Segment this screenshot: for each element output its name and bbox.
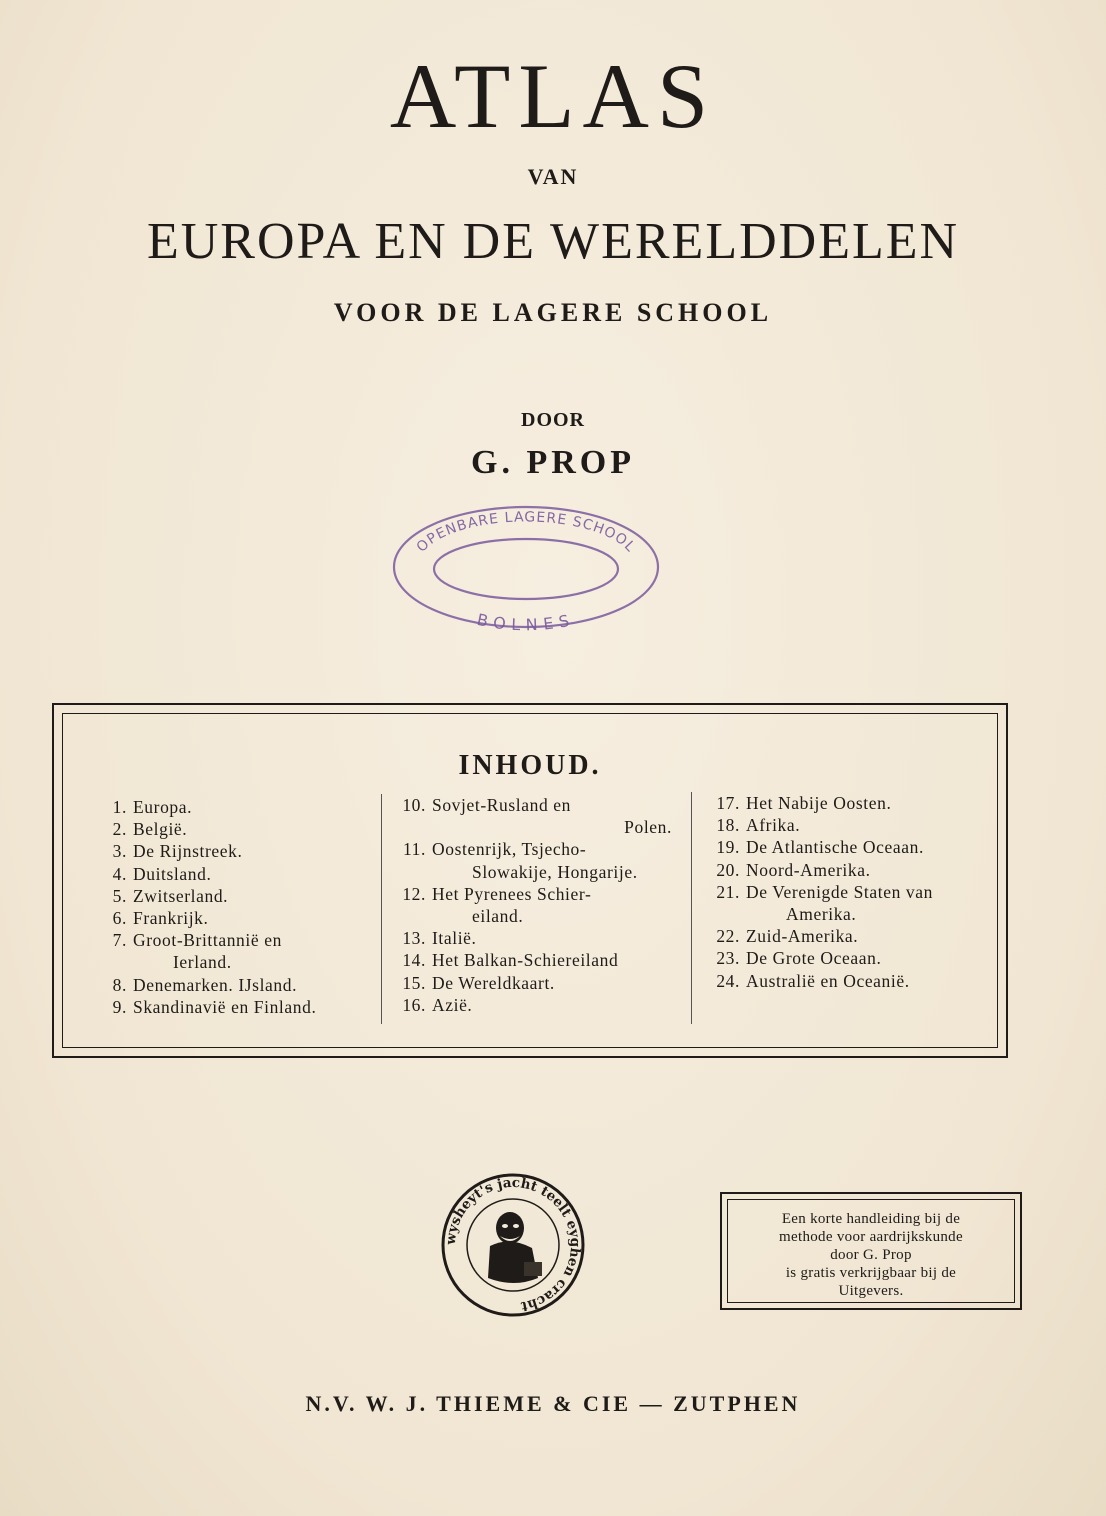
contents-entry [706,836,1006,858]
contents-entry-number: 18. [716,815,740,836]
contents-entry-number: 5. [112,885,127,906]
contents-entry [93,885,383,907]
contents-entry [392,927,702,949]
contents-column-2 [381,794,702,1024]
contents-entry-number: 6. [112,908,127,929]
contents-entry-title [432,794,702,838]
contents-entry-title [432,972,702,994]
contents-entry-number: 14. [402,950,426,971]
contents-entry-title-line: Het Pyrenees Schier- [432,883,592,904]
contents-entry-title-line: Oostenrijk, Tsjecho- [432,839,587,860]
contents-entry-title-line: Het Nabije Oosten. [746,793,892,813]
note-line: Een korte handleiding bij de [781,1211,961,1227]
contents-entry-number: 8. [112,974,127,995]
contents-entry-title-line: Azië. [432,994,473,1015]
contents-entry [93,818,383,840]
contents-entry-title-continuation: eiland. [472,906,524,927]
author-name: G. PROP [471,444,635,481]
contents-entry-title-line: De Grote Oceaan. [746,948,882,969]
school-stamp [380,495,670,640]
contents-entry-title-line: Groot-Brittannië en [133,930,282,951]
contents-entry-title-line: Europa. [133,797,193,817]
contents-inner-frame [62,713,998,1048]
contents-entry-title-line: Sovjet-Rusland en [432,795,572,815]
publisher-imprint: N.V. W. J. THIEME & CIE — ZUTPHEN [305,1391,801,1416]
contents-entry [706,792,1006,814]
contents-entry [392,972,702,994]
contents-entry-title [746,970,1006,992]
note-line: is gratis verkrijgbaar bij de [785,1265,957,1281]
contents-entry-number: 9. [112,996,127,1017]
contents-entry-title-line: De Atlantische Oceaan. [746,837,924,858]
contents-entry-number: 17. [716,793,740,813]
contents-entry-number: 24. [716,970,740,991]
contents-entry-title [432,838,702,882]
contents-entry-number: 3. [112,841,127,862]
door-label: DOOR [521,409,585,431]
contents-entry [93,796,383,818]
contents-entry-number: 4. [112,863,127,884]
contents-entry-number: 2. [112,819,127,840]
contents-entry [93,996,383,1018]
contents-entry-title [133,818,383,840]
contents-entry [392,949,702,971]
contents-entry [706,859,1006,881]
contents-entry-number: 13. [402,928,426,949]
contents-entry [706,947,1006,969]
contents-entry [706,814,1006,836]
contents-entry [93,974,383,996]
contents-entry-title-line: Australië en Oceanië. [746,970,910,991]
contents-entry-title-continuation: Ierland. [173,952,232,973]
contents-entry [93,929,383,973]
contents-entry-number: 23. [716,948,740,969]
svg-text:BOLNES [475,610,576,635]
contents-entry-number: 19. [716,837,740,858]
contents-entry-title [432,927,702,949]
contents-entry-title [133,885,383,907]
handleiding-note-text [727,1199,1015,1303]
contents-entry-title [432,994,702,1016]
publisher-logo-icon [438,1170,588,1320]
contents-entry-title-line: Denemarken. IJsland. [133,974,298,995]
contents-entry-number: 11. [402,839,426,860]
contents-entry [706,881,1006,925]
contents-entry-title [746,947,1006,969]
stamp-bottom-text: BOLNES [475,609,577,635]
contents-entry-title [746,925,1006,947]
contents-entry-title [746,859,1006,881]
contents-entry-number: 12. [402,883,426,904]
contents-column-1 [93,796,383,1018]
handleiding-note-box [720,1192,1022,1310]
page-title: ATLAS [389,45,717,147]
contents-entry-title [133,840,383,862]
contents-entry-title-line: Noord-Amerika. [746,859,871,880]
contents-entry [392,994,702,1016]
note-line: methode voor aardrijkskunde [779,1229,963,1245]
contents-entry-title-line: Het Balkan-Schiereiland [432,950,619,971]
contents-entry-title [133,796,383,818]
contents-column-3 [691,792,1006,1024]
contents-entry-number: 15. [402,972,426,993]
contents-entry [392,794,702,838]
contents-entry [706,970,1006,992]
contents-entry-number: 21. [716,881,740,902]
contents-entry-title-continuation: Amerika. [786,904,857,925]
contents-entry-number: 7. [112,930,127,951]
contents-entry-number: 1. [112,797,127,817]
contents-entry-title [432,949,702,971]
contents-entry-title-line: Skandinavië en Finland. [133,996,317,1017]
contents-entry-title [746,792,1006,814]
contents-entry-title [746,881,1006,925]
contents-entry-title [133,929,383,973]
contents-entry-title-line: Italië. [432,928,477,949]
contents-entry-number: 10. [402,795,426,815]
contents-entry-number: 20. [716,859,740,880]
contents-entry-title-line: Frankrijk. [133,908,209,929]
svg-text:OPENBARE LAGERE SCHOOL [414,509,639,555]
stamp-top-text: OPENBARE LAGERE SCHOOL [413,509,639,556]
contents-entry [392,883,702,927]
contents-entry-title-continuation: Polen. [624,817,672,838]
contents-entry-title-line: België. [133,819,188,840]
contents-entry [93,840,383,862]
contents-entry-title-line: De Verenigde Staten van [746,881,933,902]
contents-entry-title-line: Zuid-Amerika. [746,926,859,947]
contents-entry [392,838,702,882]
contents-entry-title [432,883,702,927]
contents-entry-title [133,863,383,885]
van-label: VAN [527,164,579,189]
contents-entry-title-line: Duitsland. [133,863,212,884]
contents-entry-title [746,836,1006,858]
contents-entry-number: 22. [716,926,740,947]
contents-entry-title-line: Afrika. [746,815,801,836]
contents-entry-title [133,974,383,996]
school-label: VOOR DE LAGERE SCHOOL [333,298,773,327]
contents-entry-title-continuation: Slowakije, Hongarije. [472,861,638,882]
subtitle: EUROPA EN DE WERELDDELEN [146,213,960,270]
contents-entry [93,907,383,929]
contents-entry-number: 16. [402,994,426,1015]
contents-entry-title [746,814,1006,836]
contents-entry-title [133,996,383,1018]
contents-entry [93,863,383,885]
logo-motto: wysheyt's jacht teelt eyghen cracht [442,1174,584,1315]
contents-entry-title-line: De Rijnstreek. [133,841,243,862]
contents-entry-title-line: De Wereldkaart. [432,972,555,993]
contents-entry-title [133,907,383,929]
contents-box [52,703,1008,1058]
contents-entry [706,925,1006,947]
note-line: door G. Prop [830,1247,912,1263]
note-line: Uitgevers. [838,1283,904,1299]
contents-heading: INHOUD. [458,750,602,781]
contents-entry-title-line: Zwitserland. [133,885,229,906]
